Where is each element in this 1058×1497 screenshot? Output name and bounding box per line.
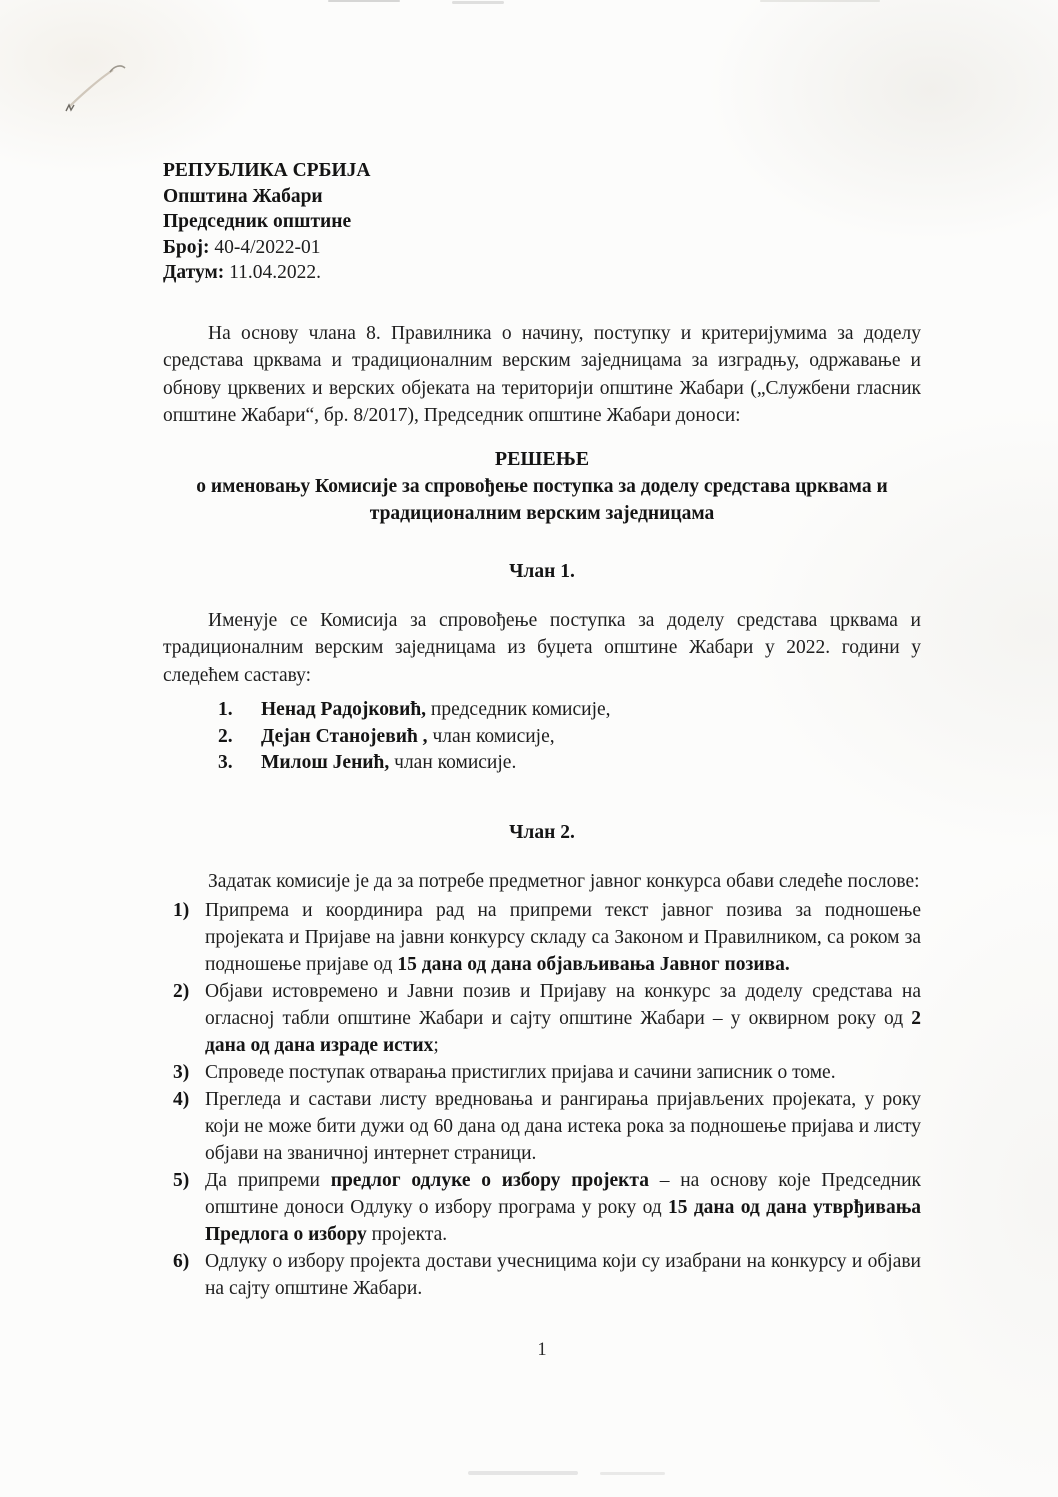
task-number: 3) bbox=[173, 1062, 190, 1083]
task-text: Спроведе поступак отварања пристиглих пријава и сачини записник о томе. bbox=[205, 1062, 836, 1083]
number-value: 40-4/2022-01 bbox=[214, 236, 321, 258]
letterhead-date bbox=[163, 260, 921, 286]
task-text: Одлуку о избору пројекта достави учесницима који су изабрани на конкурсу и објави на сајту општине Жабари. bbox=[205, 1251, 921, 1299]
page-number: 1 bbox=[537, 1340, 547, 1360]
date-label: Датум: bbox=[163, 262, 225, 283]
task-text: Да припреми предлог одлуке о избору пројекта – на основу које Председник општине доноси Одлуку о избору програма у року од 15 дана од дана утврђивања Предлога о избору пројекта. bbox=[205, 1170, 921, 1245]
task-list bbox=[163, 897, 921, 1302]
member-name: Дејан Станојевић , bbox=[261, 725, 428, 747]
letterhead-country: РЕПУБЛИКА СРБИЈА bbox=[163, 160, 371, 181]
task-text: Прегледа и састави листу вредновања и рангирања пријављених пројеката, у року који не може бити дужи од 60 дана од дана истека рока за подношење пријава и листу објави на званичној интернет страници. bbox=[205, 1089, 921, 1164]
scan-streak-bottom bbox=[600, 1472, 665, 1475]
preamble-paragraph: На основу члана 8. Правилника о начину, поступку и критеријумима за доделу средстава црквама и традиционалним верским заједницама за изградњу, одржавање и обнову црквених и верских објеката на територији општине Жабари („Службени гласник општине Жабари“, бр. 8/2017), Председник општине Жабари доноси: bbox=[163, 322, 921, 426]
task-number: 6) bbox=[173, 1251, 190, 1272]
task-item bbox=[163, 1059, 921, 1086]
number-label: Број: bbox=[163, 236, 210, 258]
scan-streak-bottom bbox=[468, 1471, 578, 1475]
document-subtitle: о именовању Комисије за спровођење поступка за доделу средстава црквама и традиционалним верским заједницама bbox=[196, 475, 888, 524]
task-number: 5) bbox=[173, 1170, 190, 1191]
date-value: 11.04.2022. bbox=[229, 262, 322, 283]
document-title: РЕШЕЊЕ bbox=[494, 447, 590, 470]
task-number: 1) bbox=[173, 900, 190, 921]
member-role: члан комисије, bbox=[427, 725, 555, 747]
task-item bbox=[163, 1248, 921, 1302]
member-number: 2. bbox=[218, 725, 233, 747]
task-text: Објави истовремено и Јавни позив и Пријаву на конкурс за доделу средстава на огласној табли општине Жабари и сајту општине Жабари – у оквирном року од 2 дана од дана израде истих; bbox=[205, 981, 921, 1056]
member-row bbox=[218, 750, 921, 777]
task-text: Припрема и координира рад на припреми текст јавног позива за подношење пројеката и Пријаве на јавни конкурсу складу са Законом и Правилником, са роком за подношење пријаве од 15 дана од дана објављивања Јавног позива. bbox=[205, 900, 921, 975]
task-item bbox=[163, 1167, 921, 1248]
member-name: Ненад Радојковић, bbox=[261, 699, 427, 720]
pencil-mark bbox=[55, 55, 135, 125]
letterhead-municipality: Општина Жабари bbox=[163, 185, 323, 207]
member-name: Милош Јенић, bbox=[261, 752, 390, 773]
member-row bbox=[218, 697, 921, 724]
member-row bbox=[218, 724, 921, 751]
article-1-heading: Члан 1. bbox=[509, 560, 575, 582]
task-item bbox=[163, 897, 921, 978]
article-2-heading: Члан 2. bbox=[509, 821, 575, 843]
member-role: председник комисије, bbox=[426, 699, 611, 720]
task-number: 4) bbox=[173, 1089, 190, 1110]
task-item bbox=[163, 978, 921, 1059]
member-number: 3. bbox=[218, 752, 233, 773]
article-2-intro: Задатак комисије је да за потребе предметног јавног конкурса обави следеће послове: bbox=[208, 870, 920, 892]
scan-streak-top bbox=[760, 0, 880, 2]
commission-member-list bbox=[163, 697, 921, 777]
document-content bbox=[163, 158, 921, 1302]
letterhead-office: Председник општине bbox=[163, 211, 352, 232]
scan-streak-top bbox=[452, 1, 504, 4]
letterhead bbox=[163, 158, 921, 286]
letterhead-number bbox=[163, 235, 921, 261]
scan-streak-top bbox=[328, 0, 400, 2]
member-number: 1. bbox=[218, 699, 233, 720]
article-1-intro: Именује се Комисија за спровођење поступка за доделу средстава црквама и традиционалним верским заједницама из буџета општине Жабари у 2022. години у следећем саставу: bbox=[163, 609, 921, 686]
member-role: члан комисије. bbox=[389, 752, 517, 773]
task-item bbox=[163, 1086, 921, 1167]
task-number: 2) bbox=[173, 981, 190, 1002]
